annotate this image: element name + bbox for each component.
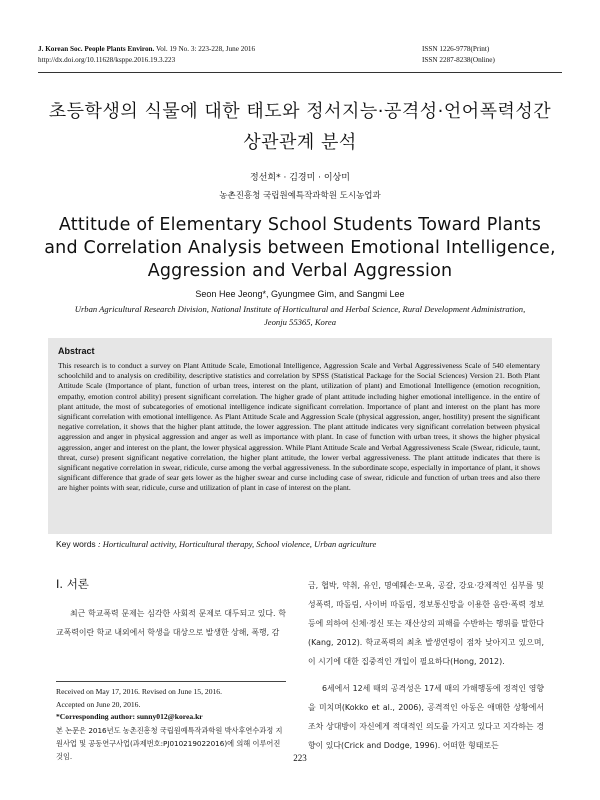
title-english-line2: and Correlation Analysis between Emotional Intelligence, xyxy=(44,238,556,258)
left-column xyxy=(56,576,286,642)
received-date: Received on May 17, 2016. Revised on June 15, 2016. xyxy=(56,687,222,696)
volume-info: Vol. 19 No. 3: 223-228, June 2016 xyxy=(154,45,256,53)
title-english xyxy=(38,214,562,283)
title-english-line1: Attitude of Elementary School Students Toward Plants xyxy=(58,215,542,235)
affiliation-english-line1: Urban Agricultural Research Division, National Institute of Horticultural and Herbal Science, Rural Development Administration, xyxy=(74,304,526,314)
accepted-date: Accepted on June 20, 2016. xyxy=(56,699,141,709)
journal-name: J. Korean Soc. People Plants Environ. xyxy=(38,45,155,53)
title-korean-line1: 초등학생의 식물에 대한 태도와 정서지능·공격성·언어폭력성간 xyxy=(48,101,552,122)
title-korean xyxy=(38,96,562,158)
intro-paragraph-continued: 금, 협박, 약취, 유인, 명예훼손·모욕, 공갈, 강요·강제적인 심부름 및 성폭력, 따돌림, 사이버 따돌림, 정보통신망을 이용한 음란·폭력 정보 등에 의하여 신체·정신 또는 재산상의 피해를 수반하는 행위를 말한다(Kang, 2012). 학교폭력의 최초 발생연령이 점차 낮아지고 있으며, 이 시기에 대한 집중적인 개입이 필요하다(Hong, 2012). xyxy=(308,581,545,666)
corresponding-author: *Corresponding author: sunny012@korea.kr xyxy=(56,712,203,721)
issn-print: ISSN 1226-9778(Print) xyxy=(422,45,490,53)
abstract-box xyxy=(48,338,552,534)
affiliation-english-line2: Jeonju 55365, Korea xyxy=(263,317,336,327)
authors-english: Seon Hee Jeong*, Gyungmee Gim, and Sangmi Lee xyxy=(195,289,405,299)
authors-korean: 정선희* · 김경미 · 이상미 xyxy=(250,173,350,183)
page-number: 223 xyxy=(293,753,307,763)
affiliation-english xyxy=(50,303,550,329)
funding-note: 본 논문은 2016년도 농촌진흥청 국립원예특작과학원 박사후연수과정 지원사업 및 공동연구사업(과제번호:PJ010219022016)에 의해 이루어진 것임. xyxy=(56,725,283,761)
keywords xyxy=(56,539,560,549)
title-english-line3: Aggression and Verbal Aggression xyxy=(147,261,453,281)
issn-online: ISSN 2287-8238(Online) xyxy=(422,56,495,64)
right-column xyxy=(308,576,544,755)
footnote-divider xyxy=(56,681,286,682)
journal-citation xyxy=(38,44,368,66)
abstract-text: This research is to conduct a survey on Plant Attitude Scale, Emotional Intelligence, Aggression Scale and Verbal Aggressiveness Scale of 540 elementary schoolchild and to analysis on credibility, descriptive statistics and correlation by SPSS (Statistical Package for the Social Sciences) Version 21. Both Plant Attitude Scale (Importance of plant, function of urban trees, interest on the plant, utilization of plant) and Emotional Intelligence (emotion recognition, empathy, emotion control ability) present significant correlation. The higher grade of plant attitude including higher emotional intelligence. in the entire of plant attitude, the most of subcategories of emotional intelligence indicate significant correlation. Importance of plant and interest on the plant has more significant correlation with emotional intelligence. As Plant Attitude Scale and Aggression Scale (physical aggression, anger, hostility) present the significant negative correlation, it shows that the higher plant attitude, the lower aggression. The plant attitude indicates very significant correlation between physical aggression and anger in physical aggression and anger as well as importance with plant. In case of function with urban trees, it shows the higher physical aggression, anger and interest on the plant, the lower physical aggression. While Plant Attitude Scale and Verbal Aggressiveness Scale (Swear, ridicule, taunt, threat, curse) present significant negative correlation, the higher plant attitude, the lower verbal aggressiveness. The plant attitude indicates that there is significant negative correlation in swear, ridicule, curse among the verbal aggressiveness. In the subordinate scope, especially in importance of plant, it shows significant difference that grade of sear gets lower as the higher swear and curse including case of swear, ridicule and function of urban trees and also there are higher points with sear, ridicule, curse and utilization of plant in case of interest on the plant. xyxy=(58,361,540,493)
intro-paragraph-2: 6세에서 12세 때의 공격성은 17세 때의 가해행동에 정적인 영향을 미치며(Kokko et al., 2006), 공격적인 아동은 애매한 상황에서 조차 상대방이 자신에게 적대적인 의도를 가지고 있다고 지각하는 경향이 있다(Crick and Dodge, 1996). 어떠한 형태로든 xyxy=(308,684,544,750)
keywords-values: : Horticultural activity, Horticultural therapy, School violence, Urban agriculture xyxy=(95,539,377,549)
abstract-heading: Abstract xyxy=(58,346,95,356)
keywords-label: Key words xyxy=(56,539,96,549)
header-divider xyxy=(38,72,562,73)
footnotes xyxy=(56,686,286,763)
doi-link[interactable]: http://dx.doi.org/10.11628/ksppe.2016.19.3.223 xyxy=(38,56,176,64)
intro-paragraph: 최근 학교폭력 문제는 심각한 사회적 문제로 대두되고 있다. 학교폭력이란 학교 내외에서 학생을 대상으로 발생한 상해, 폭행, 감 xyxy=(56,609,286,637)
section-heading-introduction: Ⅰ. 서론 xyxy=(56,577,89,591)
issn-block xyxy=(422,44,542,66)
affiliation-korean: 농촌진흥청 국립원예특작과학원 도시농업과 xyxy=(219,191,381,201)
title-korean-line2: 상관관계 분석 xyxy=(243,132,357,153)
